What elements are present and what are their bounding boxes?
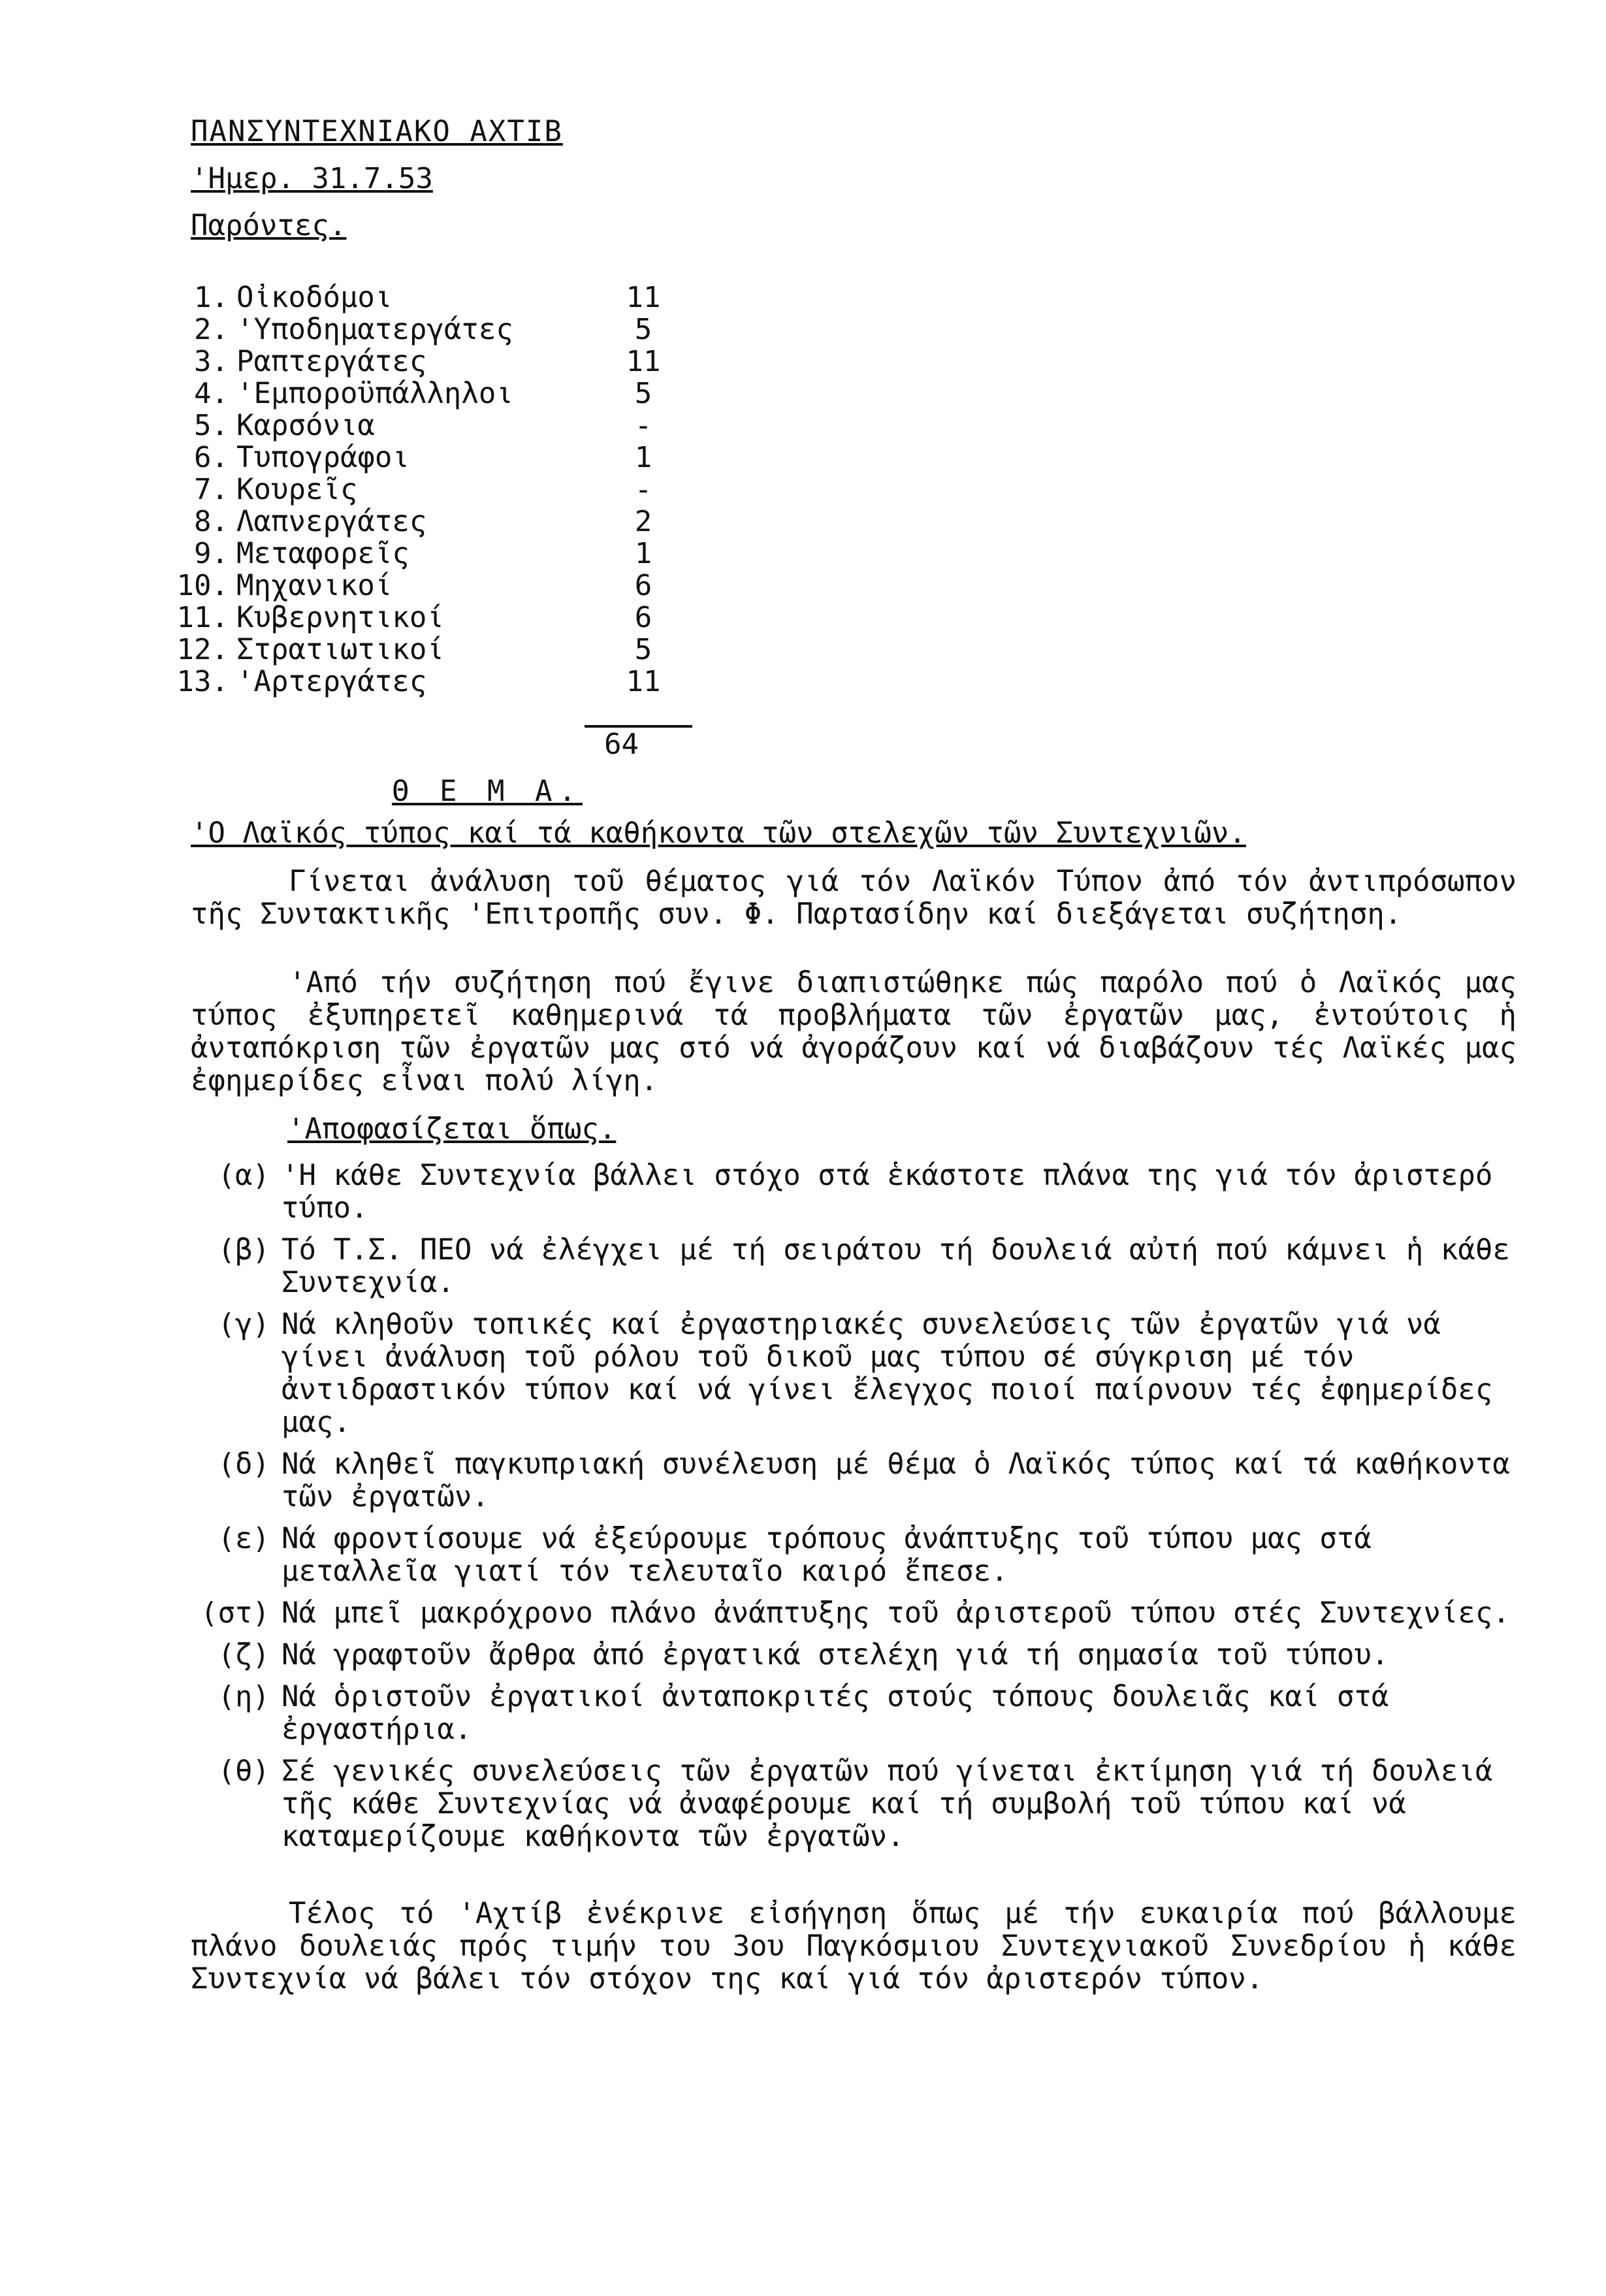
decision-item <box>162 1159 1527 1225</box>
attendee-label: Ραπτεργάτες <box>236 345 427 378</box>
attendee-count: 11 <box>626 345 661 378</box>
attendee-number: 13. <box>176 665 229 698</box>
decisions-list <box>162 1159 1527 1862</box>
decision-text: Νά κληθεῖ παγκυπριακή συνέλευση μέ θέμα ὁ Λαϊκός τύπος καί τά καθήκοντα τῶν ἐργατῶν. <box>281 1447 1510 1513</box>
present-heading: Παρόντες. <box>191 209 347 242</box>
attendance-total: 64 <box>604 728 639 761</box>
attendee-row <box>170 378 666 410</box>
attendee-number: 2. <box>194 313 229 346</box>
decision-marker: (η) <box>217 1680 270 1713</box>
attendee-count: 11 <box>626 665 661 698</box>
attendee-count: - <box>634 409 652 442</box>
attendee-row <box>170 410 666 442</box>
attendee-label: 'Εμποροϋπάλληλοι <box>236 377 513 410</box>
decision-text: Νά γραφτοῦν ἄρθρα ἀπό ἐργατικά στελέχη γιά τή σημασία τοῦ τύπου. <box>281 1638 1389 1672</box>
attendee-row <box>170 570 666 602</box>
attendee-row <box>170 538 666 570</box>
attendee-label: Κυβερνητικοί <box>236 601 444 634</box>
meeting-date: 'Ημερ. 31.7.53 <box>191 162 433 195</box>
attendee-number: 6. <box>194 441 229 474</box>
attendee-row <box>170 602 666 634</box>
attendee-label: Στρατιωτικοί <box>236 633 444 666</box>
decision-text: Νά κληθοῦν τοπικές καί ἐργαστηριακές συνελεύσεις τῶν ἐργατῶν γιά νά γίνει ἀνάλυση τοῦ ρόλου τοῦ δικοῦ μας τύπου σέ σύγκριση μέ τόν ἀντιδραστικόν τύπον καί νά γίνει ἔλεγχος ποιοί παίρνουν τές ἐφημερίδες μας. <box>281 1308 1493 1439</box>
decisions-heading: 'Αποφασίζεται ὅπως. <box>287 1112 617 1146</box>
attendee-label: Τυπογράφοι <box>236 441 410 474</box>
attendee-count: 6 <box>634 569 652 602</box>
attendance-list <box>170 282 666 698</box>
decision-marker: (γ) <box>217 1308 270 1341</box>
paragraph-discussion: 'Από τήν συζήτηση πού ἔγινε διαπιστώθηκε πώς παρόλο πού ὁ Λαϊκός μας τύπος ἐξυπηρετεῖ καθημερινά τά προβλήματα τῶν ἐργατῶν μας, ἐντούτοις ἡ ἀνταπόκριση τῶν ἐργατῶν μας στό νά ἀγοράζουν καί νά διαβάζουν τές Λαϊκές μας ἐφημερίδες εἶναι πολύ λίγη. <box>191 966 1517 1097</box>
attendee-number: 8. <box>194 505 229 538</box>
paragraph-analysis: Γίνεται ἀνάλυση τοῦ θέματος γιά τόν Λαϊκόν Τύπον ἀπό τόν ἀντιπρόσωπον τῆς Συντακτικῆς 'Επιτροπῆς συν. Φ. Παρτασίδην καί διεξάγεται συζήτηση. <box>191 865 1517 931</box>
attendee-label: Κουρεῖς <box>236 473 358 506</box>
decision-item <box>162 1597 1527 1630</box>
decision-item <box>162 1308 1527 1439</box>
decision-text: Τό Τ.Σ. ΠΕΟ νά ἐλέγχει μέ τή σειράτου τή δουλειά αὐτή πού κάμνει ἡ κάθε Συντεχνία. <box>281 1233 1510 1299</box>
attendee-count: 5 <box>634 313 652 346</box>
attendee-number: 1. <box>194 281 229 314</box>
decision-text: Νά ὁριστοῦν ἐργατικοί ἀνταποκριτές στούς τόπους δουλειᾶς καί στά ἐργαστήρια. <box>281 1680 1389 1746</box>
attendee-count: 6 <box>634 601 652 634</box>
decision-marker: (στ) <box>201 1596 270 1630</box>
decision-marker: (δ) <box>217 1447 270 1481</box>
decision-marker: (β) <box>217 1233 270 1267</box>
attendee-count: 2 <box>634 505 652 538</box>
attendee-number: 10. <box>176 569 229 602</box>
attendee-row <box>170 282 666 314</box>
attendee-count: 5 <box>634 633 652 666</box>
attendee-number: 11. <box>176 601 229 634</box>
attendee-row <box>170 314 666 346</box>
decision-marker: (α) <box>217 1159 270 1192</box>
decision-item <box>162 1234 1527 1299</box>
decision-item <box>162 1448 1527 1513</box>
attendee-label: Καρσόνια <box>236 409 375 442</box>
attendee-label: 'Αρτεργάτες <box>236 665 427 698</box>
decision-marker: (ζ) <box>217 1638 270 1672</box>
attendee-label: Μηχανικοί <box>236 569 393 602</box>
attendee-row <box>170 474 666 506</box>
attendee-number: 5. <box>194 409 229 442</box>
attendee-label: Μεταφορεῖς <box>236 537 410 570</box>
decision-text: Σέ γενικές συνελεύσεις τῶν ἐργατῶν πού γίνεται ἐκτίμηση γιά τή δουλειά τῆς κάθε Συντεχνίας νά ἀναφέρουμε καί τή συμβολή τοῦ τύπου καί νά καταμερίζουμε καθήκοντα τῶν ἐργατῶν. <box>281 1754 1493 1853</box>
decision-text: Νά φροντίσουμε νά ἐξεύρουμε τρόπους ἀνάπτυξης τοῦ τύπου μας στά μεταλλεῖα γιατί τόν τελευταῖο καιρό ἔπεσε. <box>281 1522 1372 1588</box>
attendee-row <box>170 442 666 474</box>
attendee-number: 7. <box>194 473 229 506</box>
decision-item <box>162 1681 1527 1746</box>
decision-marker: (ε) <box>217 1522 270 1555</box>
attendee-label: Οἰκοδόμοι <box>236 281 393 314</box>
subject-line: 'Ο Λαϊκός τύπος καί τά καθήκοντα τῶν στελεχῶν τῶν Συντεχνιῶν. <box>191 817 1246 850</box>
attendee-label: Λαπνεργάτες <box>236 505 427 538</box>
thema-heading: Θ Ε Μ Α. <box>392 775 583 808</box>
decision-text: 'Η κάθε Συντεχνία βάλλει στόχο στά ἑκάστοτε πλάνα της γιά τόν ἀριστερό τύπο. <box>281 1159 1493 1225</box>
decision-item <box>162 1523 1527 1588</box>
attendee-row <box>170 634 666 666</box>
decision-text: Νά μπεῖ μακρόχρονο πλάνο ἀνάπτυξης τοῦ ἀριστεροῦ τύπου στές Συντεχνίες. <box>281 1596 1510 1630</box>
document-title: ΠΑΝΣΥΝΤΕΧΝΙΑΚΟ ΑΧΤΙΒ <box>191 115 563 148</box>
attendee-count: 1 <box>634 537 652 570</box>
attendee-count: 5 <box>634 377 652 410</box>
attendee-count: 11 <box>626 281 661 314</box>
attendee-number: 9. <box>194 537 229 570</box>
attendee-number: 4. <box>194 377 229 410</box>
attendee-label: 'Υποδηματεργάτες <box>236 313 513 346</box>
decision-item <box>162 1639 1527 1672</box>
attendee-count: 1 <box>634 441 652 474</box>
attendee-row <box>170 666 666 698</box>
attendee-row <box>170 506 666 538</box>
attendee-number: 12. <box>176 633 229 666</box>
attendee-row <box>170 346 666 378</box>
attendee-number: 3. <box>194 345 229 378</box>
attendee-count: - <box>634 473 652 506</box>
paragraph-closing: Τέλος τό 'Αχτίβ ἐνέκρινε εἰσήγηση ὅπως μέ τήν ευκαιρία πού βάλλουμε πλάνο δουλειάς πρός τιμήν του 3ου Παγκόσμιου Συντεχνιακοῦ Συνεδρίου ἡ κάθε Συντεχνία νά βάλει τόν στόχον της καί γιά τόν ἀριστερόν τύπον. <box>191 1897 1517 1996</box>
decision-marker: (θ) <box>217 1754 270 1788</box>
decision-item <box>162 1755 1527 1853</box>
